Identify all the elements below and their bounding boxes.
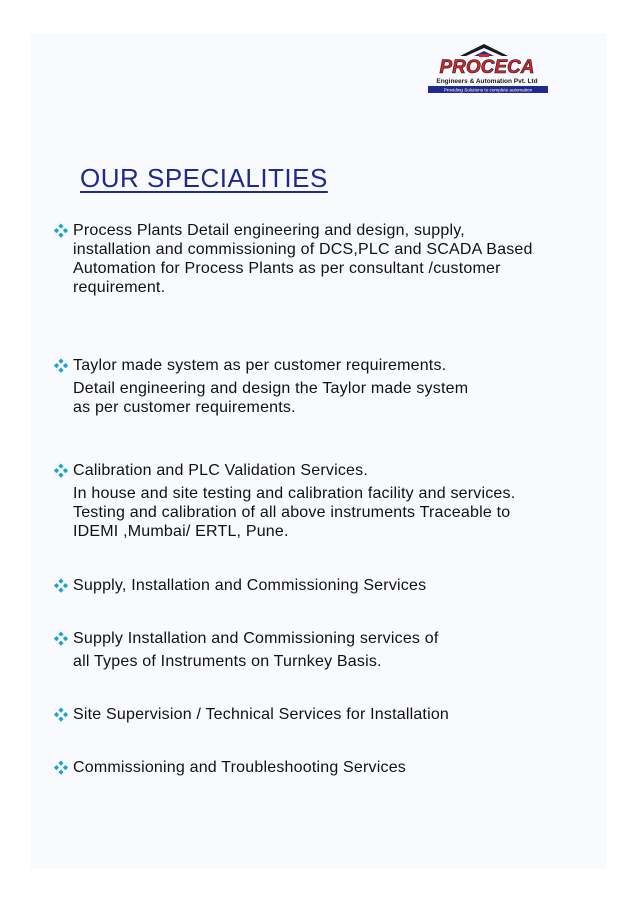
list-item-line: installation and commissioning of DCS,PLC and SCADA Based — [73, 241, 533, 258]
proceca-logo-icon — [412, 42, 562, 98]
list-item-line: Automation for Process Plants as per consultant /customer — [73, 260, 501, 277]
list-item — [53, 461, 613, 541]
list-item-line: Supply Installation and Commissioning services of — [73, 630, 439, 647]
list-item-text — [73, 705, 613, 724]
list-item-line: Commissioning and Troubleshooting Services — [73, 759, 407, 776]
list-item — [53, 629, 613, 671]
list-item-text — [73, 629, 613, 648]
list-item-line: Taylor made system as per customer requirements. — [73, 357, 447, 374]
list-item — [53, 576, 613, 595]
list-item-text — [73, 758, 613, 777]
diamond-bullet-icon — [53, 706, 69, 722]
list-item-subline: Testing and calibration of all above instruments Traceable to — [73, 504, 511, 521]
list-item-subline: Detail engineering and design the Taylor made system — [73, 380, 469, 397]
list-item — [53, 221, 613, 297]
logo-company-text: Engineers & Automation Pvt. Ltd — [436, 78, 538, 85]
list-item-subline: In house and site testing and calibration facility and services. — [73, 485, 516, 502]
diamond-bullet-icon — [53, 759, 69, 775]
list-item-line: Process Plants Detail engineering and design, supply, — [73, 222, 465, 239]
list-item-text — [73, 356, 613, 375]
list-item — [53, 758, 613, 777]
list-item-subline: all Types of Instruments on Turnkey Basis. — [73, 653, 382, 670]
list-item — [53, 705, 613, 724]
list-item-text — [73, 576, 613, 595]
logo-brand-text: PROCECA — [439, 57, 535, 78]
diamond-bullet-icon — [53, 222, 69, 238]
list-item-line: Calibration and PLC Validation Services. — [73, 462, 368, 479]
page-title: OUR SPECIALITIES — [80, 163, 328, 193]
list-item-text — [73, 221, 613, 297]
list-item-subline: IDEMI ,Mumbai/ ERTL, Pune. — [73, 523, 289, 540]
company-logo — [412, 42, 562, 98]
diamond-bullet-icon — [53, 357, 69, 373]
list-item — [53, 356, 613, 417]
slide-background — [31, 33, 607, 869]
diamond-bullet-icon — [53, 462, 69, 478]
list-item-text — [73, 461, 613, 480]
list-item-subline: as per customer requirements. — [73, 399, 296, 416]
logo-tagline-text: Providing Solutions to complete automation — [443, 87, 533, 93]
diamond-bullet-icon — [53, 577, 69, 593]
diamond-bullet-icon — [53, 630, 69, 646]
list-item-line: Supply, Installation and Commissioning Services — [73, 577, 427, 594]
list-item-line: requirement. — [73, 279, 166, 296]
list-item-line: Site Supervision / Technical Services for Installation — [73, 706, 450, 723]
